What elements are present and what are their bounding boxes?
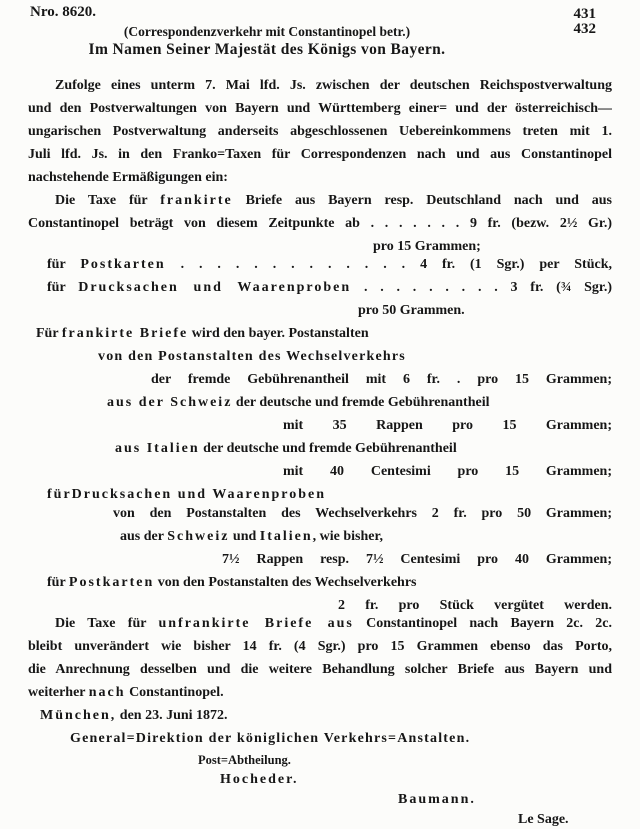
text-segment: Die Taxe für	[55, 193, 161, 208]
spaced-word: unfrankirte Briefe aus	[158, 616, 354, 631]
spaced-word: Drucksachen und Waarenproben	[78, 280, 352, 295]
para2-line2: Constantinopel beträgt von diesem Zeitpunkte ab . . . . . . . 9 fr. (bezw. 2½ Gr.)	[28, 216, 612, 231]
text-segment: Die Taxe für	[55, 616, 159, 631]
para2-line5	[47, 276, 612, 299]
block-line5: mit 35 Rappen pro 15 Grammen;	[283, 418, 612, 433]
block-line6	[115, 437, 612, 460]
text-segment: weiterher	[28, 685, 89, 700]
page-number-432: 432	[573, 21, 596, 37]
page-number-431: 431	[573, 6, 596, 22]
document-title: Im Namen Seiner Majestät des Königs von Bayern.	[88, 41, 446, 58]
text-segment: von den Postanstalten des Wechselverkehrs	[154, 575, 417, 590]
text-segment: und	[229, 529, 260, 544]
text-segment: der deutsche und fremde Gebührenantheil	[232, 395, 490, 410]
text-segment: . . . . . . . . . 3 fr. (¾ Sgr.)	[351, 280, 612, 295]
text-segment: Constantinopel.	[125, 685, 224, 700]
para1-line1: Zufolge eines unterm 7. Mai lfd. Js. zwischen der deutschen Reichspostverwaltung	[55, 78, 612, 93]
para2-line3: pro 15 Grammen;	[373, 239, 481, 254]
text-segment: , wie bisher,	[312, 529, 383, 544]
signature-hocheder: Hocheder.	[220, 772, 299, 787]
para3-line2: bleibt unverändert wie bisher 14 fr. (4 Sgr.) pro 15 Grammen ebenso das Porto,	[28, 639, 612, 654]
spaced-word: aus Italien	[115, 441, 200, 456]
para1-line2: und den Postverwaltungen von Bayern und Württemberg einer= und der österreichisch—	[28, 101, 612, 116]
para2-line6: pro 50 Grammen.	[358, 303, 465, 318]
spaced-word: München,	[40, 708, 117, 723]
text-segment: für	[47, 257, 81, 272]
block-line4	[107, 391, 612, 414]
signature-lesage: Le Sage.	[518, 812, 569, 827]
para3-line4	[28, 681, 612, 704]
document-body	[28, 74, 612, 829]
subject-line: (Correspondenzverkehr mit Constantinopel betr.)	[123, 24, 411, 39]
block-line3: der fremde Gebührenantheil mit 6 fr. . pro 15 Grammen;	[151, 372, 612, 387]
text-segment: wird den bayer. Postanstalten	[188, 326, 369, 341]
para3-line3: die Anrechnung desselben und die weitere Behandlung solcher Briefe aus Bayern und	[28, 662, 612, 677]
text-segment: aus der	[120, 529, 168, 544]
block-line9: von den Postanstalten des Wechselverkehrs 2 fr. pro 50 Grammen;	[113, 506, 612, 521]
para1-line5: nachstehende Ermäßigungen ein:	[28, 170, 228, 185]
spaced-word: aus der Schweiz	[107, 395, 233, 410]
spaced-word: Italien	[259, 529, 313, 544]
block-line2: von den Postanstalten des Wechselverkehrs	[98, 349, 406, 364]
para1-line3: ungarischen Postverwaltung anderseits abgeschlossenen Uebereinkommens treten mit 1.	[28, 124, 612, 139]
block-line7: mit 40 Centesimi pro 15 Grammen;	[283, 464, 612, 479]
spaced-word: Schweiz	[167, 529, 230, 544]
block-line12	[47, 571, 612, 594]
signature-baumann: Baumann.	[398, 792, 476, 807]
spaced-word: frankirte	[160, 193, 233, 208]
text-segment: der deutsche und fremde Gebührenantheil	[199, 441, 457, 456]
block-line13: 2 fr. pro Stück vergütet werden.	[338, 598, 612, 613]
department-line: Post=Abtheilung.	[198, 753, 291, 767]
text-segment: Für	[36, 326, 62, 341]
para2-line1	[28, 189, 612, 212]
spaced-word: Postkarten	[68, 575, 155, 590]
spaced-word: Postkarten	[80, 257, 166, 272]
para3-line1	[28, 612, 612, 635]
spaced-word: nach	[88, 685, 126, 700]
block-line8: fürDrucksachen und Waarenproben	[47, 487, 327, 502]
text-segment: Briefe aus Bayern resp. Deutschland nach und aus	[232, 193, 612, 208]
block-line10	[120, 525, 612, 548]
text-segment: . . . . . . . . . . . . . 4 fr. (1 Sgr.) per Stück,	[165, 257, 612, 272]
authority-line: General=Direktion der königlichen Verkehrs=Anstalten.	[70, 731, 471, 746]
para1-line4: Juli lfd. Js. in den Franko=Taxen für Correspondenzen nach und aus Constantinopel	[28, 147, 612, 162]
text-segment: für	[47, 575, 69, 590]
block-line11: 7½ Rappen resp. 7½ Centesimi pro 40 Grammen;	[222, 552, 612, 567]
document-number: Nro. 8620.	[30, 4, 96, 20]
text-segment: Constantinopel nach Bayern 2c. 2c.	[353, 616, 612, 631]
text-segment: den 23. Juni 1872.	[116, 708, 228, 723]
para2-line4	[47, 253, 612, 276]
text-segment: für	[47, 280, 79, 295]
block-line1	[36, 322, 612, 345]
dateline	[40, 704, 612, 727]
spaced-word: frankirte Briefe	[61, 326, 189, 341]
